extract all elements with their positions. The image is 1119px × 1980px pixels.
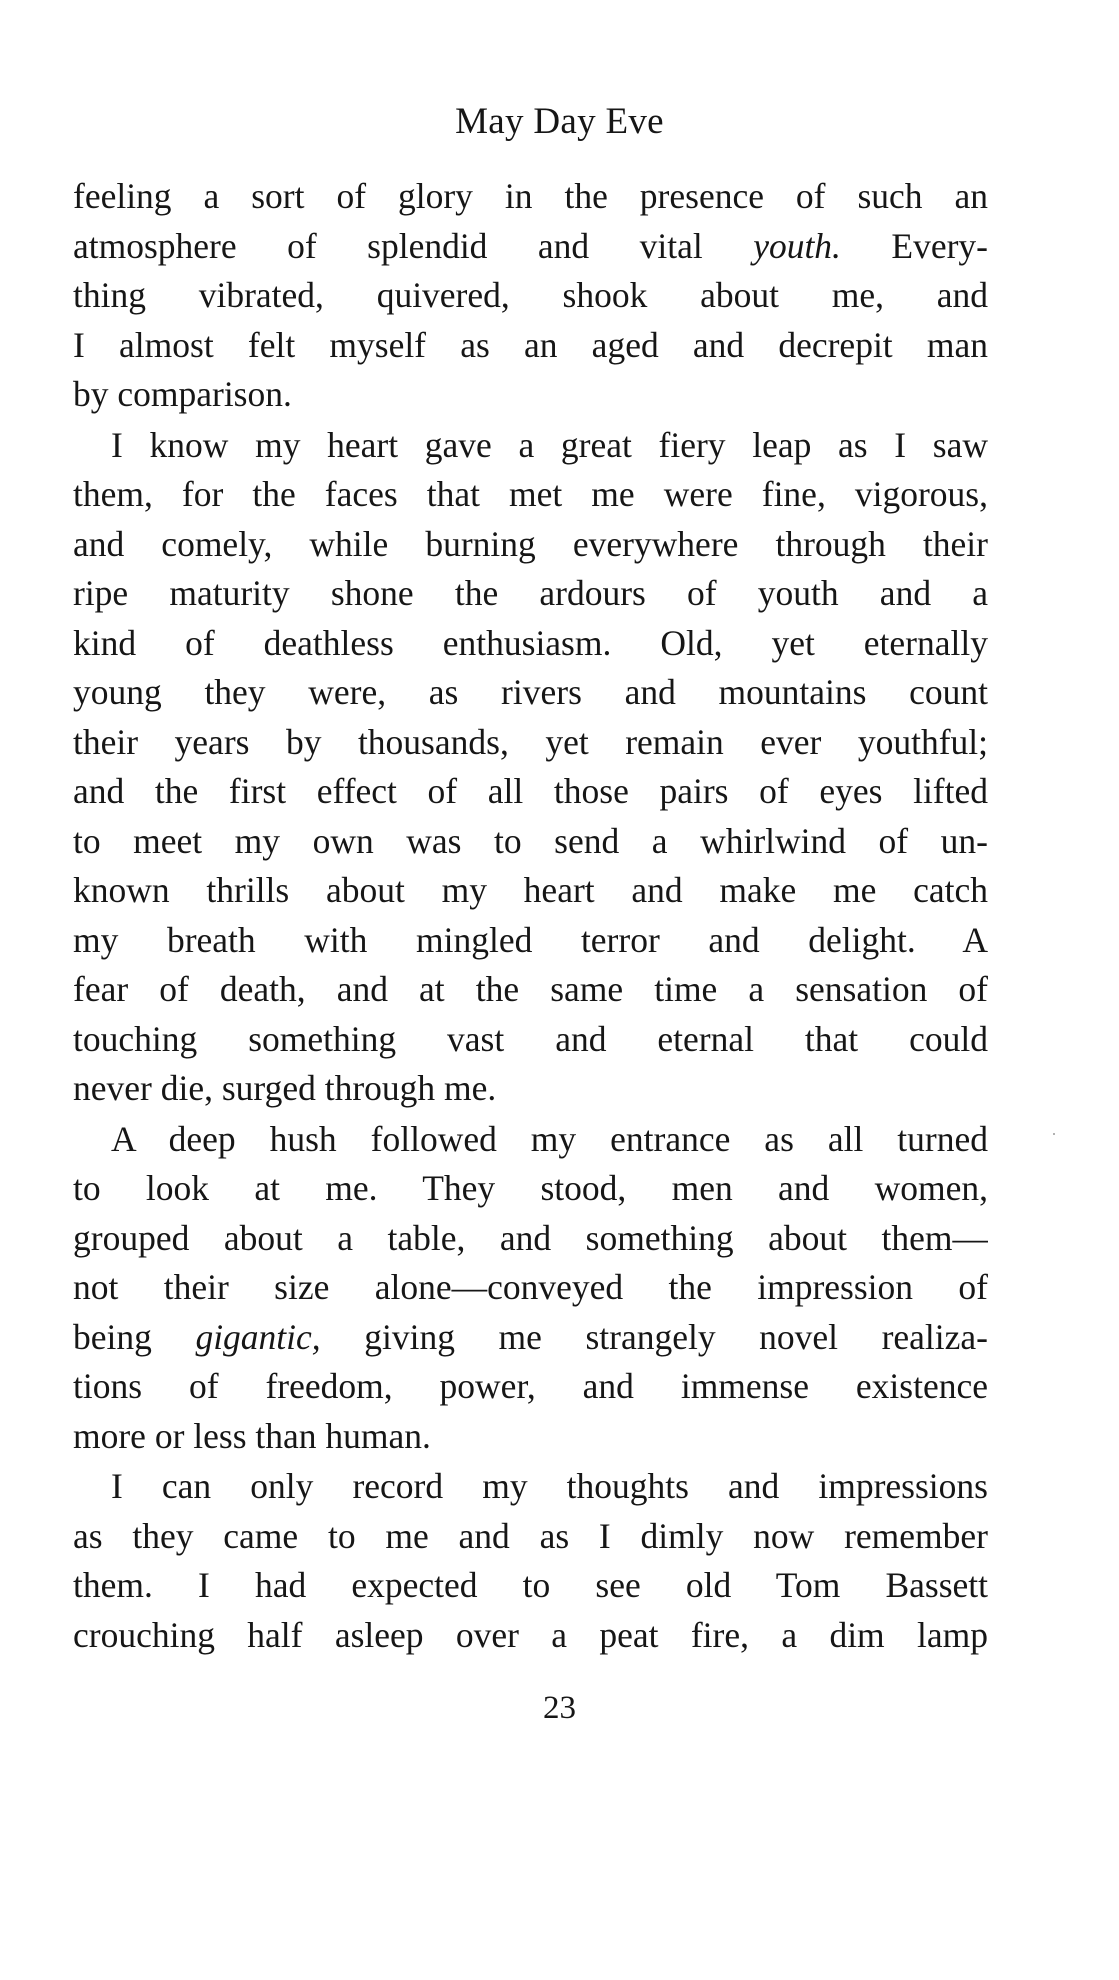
text-line: kind of deathless enthusiasm. Old, yet eternally [73, 622, 988, 663]
text-line: and comely, while burning everywhere through their [73, 523, 988, 564]
text-line [73, 1313, 988, 1363]
paragraph-4 [73, 1462, 988, 1660]
text-line: them, for the faces that met me were fine, vigorous, [73, 474, 988, 514]
scan-speck [1053, 1133, 1055, 1135]
text-segment: being [73, 1316, 196, 1357]
text-line: them. I had expected to see old Tom Bassett [73, 1565, 988, 1605]
text-line [73, 222, 988, 272]
text-line: to look at me. They stood, men and women, [73, 1168, 988, 1208]
text-line: touching something vast and eternal that could [73, 1018, 988, 1059]
paragraph-3 [73, 1115, 988, 1462]
running-head: May Day Eve [455, 101, 664, 142]
text-line: I know my heart gave a great fiery leap as I saw [111, 424, 988, 465]
text-line: crouching half asleep over a peat fire, a dim lamp [73, 1614, 988, 1655]
text-line: more or less than human. [73, 1415, 431, 1456]
text-line: I almost felt myself as an aged and decrepit man [73, 324, 988, 365]
text-line: to meet my own was to send a whirlwind of un- [73, 820, 988, 861]
text-line: and the first effect of all those pairs of eyes lifted [73, 771, 988, 811]
text-line: their years by thousands, yet remain ever youthful; [73, 721, 988, 762]
text-line: feeling a sort of glory in the presence of such an [73, 176, 988, 216]
page-number: 23 [543, 1690, 576, 1726]
emphasis-youth: youth. [753, 225, 841, 266]
text-line: my breath with mingled terror and delight. A [73, 919, 988, 960]
text-line: as they came to me and as I dimly now remember [73, 1515, 988, 1556]
paragraph-2 [73, 421, 988, 1114]
text-line: fear of death, and at the same time a sensation of [73, 969, 988, 1009]
emphasis-gigantic: gigantic, [195, 1316, 321, 1357]
text-line: A deep hush followed my entrance as all turned [111, 1118, 988, 1159]
text-line: tions of freedom, power, and immense existence [73, 1366, 988, 1406]
text-line: by comparison. [73, 374, 292, 414]
body-text [73, 172, 988, 1661]
text-line: never die, surged through me. [73, 1068, 497, 1108]
text-segment: atmosphere of splendid and vital [73, 225, 754, 266]
text-line: grouped about a table, and something about them— [73, 1217, 988, 1258]
text-line: I can only record my thoughts and impressions [111, 1466, 988, 1506]
text-line: known thrills about my heart and make me catch [73, 870, 988, 910]
text-segment: giving me strangely novel realiza- [320, 1316, 988, 1357]
text-segment: Every- [840, 225, 988, 266]
text-line: young they were, as rivers and mountains count [73, 672, 988, 712]
text-line: thing vibrated, quivered, shook about me, and [73, 275, 988, 315]
paragraph-1 [73, 172, 988, 420]
text-line: ripe maturity shone the ardours of youth and a [73, 573, 988, 613]
text-line: not their size alone—conveyed the impression of [73, 1267, 988, 1307]
